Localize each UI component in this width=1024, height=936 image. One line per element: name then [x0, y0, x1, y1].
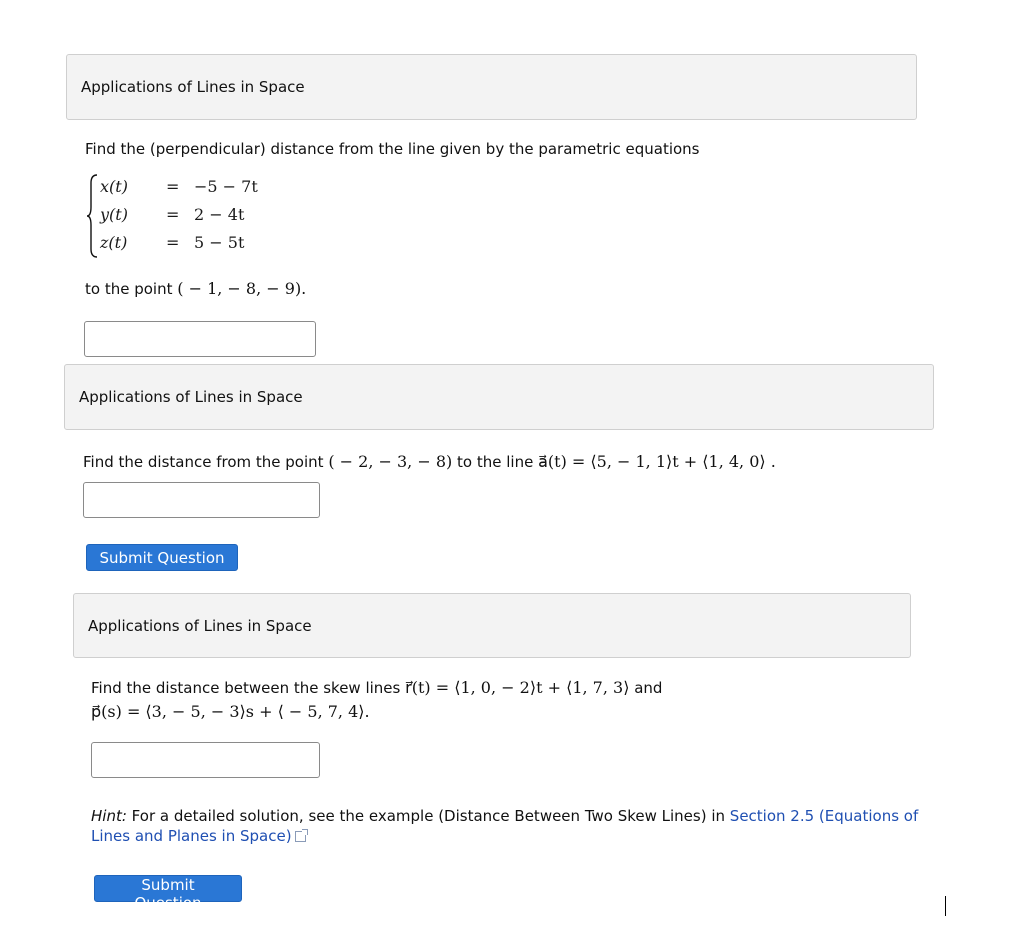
q1-equation-z [86, 233, 306, 255]
q1-eq-y-equals: = [166, 205, 180, 224]
q1-eq-x-rhs: −5 − 7t [194, 177, 258, 196]
q1-point-line [85, 279, 306, 299]
q3-answer-input[interactable] [91, 742, 320, 778]
q1-point-prefix: to the point [85, 280, 173, 298]
q2-header [64, 364, 934, 430]
q1-eq-x-equals: = [166, 177, 180, 196]
q3-header-title: Applications of Lines in Space [88, 616, 312, 635]
q1-equation-x [86, 177, 306, 199]
q3-and: and [634, 679, 663, 697]
q1-eq-z-lhs: z(t) [100, 233, 128, 252]
q2-prompt-prefix: Find the distance from the point [83, 453, 324, 471]
q3-line1-expression: r⃗(t) = ⟨1, 0, − 2⟩t + ⟨1, 7, 3⟩ [405, 678, 630, 697]
text-cursor [945, 896, 946, 916]
q1-equation-y [86, 205, 306, 227]
q3-prompt-line1 [91, 678, 662, 698]
q1-eq-y-lhs: y(t) [100, 205, 128, 224]
q3-hint-text: For a detailed solution, see the example (Distance Between Two Skew Lines) in [131, 807, 726, 825]
q3-prompt-prefix: Find the distance between the skew lines [91, 679, 401, 697]
external-link-icon[interactable] [295, 831, 306, 842]
q3-prompt-line2 [91, 702, 370, 722]
q3-hint-line2 [91, 826, 306, 846]
q2-submit-button[interactable]: Submit Question [86, 544, 238, 571]
q1-header [66, 54, 917, 120]
q1-eq-z-rhs: 5 − 5t [194, 233, 245, 252]
q1-answer-input[interactable] [84, 321, 316, 357]
q2-line-expression: a⃗(t) = ⟨5, − 1, 1⟩t + ⟨1, 4, 0⟩ . [538, 452, 776, 471]
q3-line2-expression: p⃗(s) = ⟨3, − 5, − 3⟩s + ⟨ − 5, 7, 4⟩. [91, 702, 370, 721]
q1-header-title: Applications of Lines in Space [81, 78, 305, 96]
q3-header [73, 593, 911, 658]
q2-header-title: Applications of Lines in Space [79, 388, 303, 406]
q3-hint-link-part1[interactable]: Section 2.5 (Equations of [729, 807, 919, 825]
q1-equation-system [86, 173, 306, 259]
q1-eq-y-rhs: 2 − 4t [194, 205, 245, 224]
q3-hint-line1 [91, 806, 918, 826]
q3-hint-label: Hint: [91, 807, 127, 825]
q1-eq-x-lhs: x(t) [100, 177, 128, 196]
q2-prompt-mid: to the line [457, 453, 534, 471]
q3-submit-button[interactable]: Submit Question [94, 875, 242, 902]
q2-prompt [83, 452, 776, 472]
q1-eq-z-equals: = [166, 233, 180, 252]
q2-point: ( − 2, − 3, − 8) [328, 452, 453, 471]
q1-point: ( − 1, − 8, − 9). [177, 279, 307, 298]
q3-hint-link-part2[interactable]: Lines and Planes in Space) [91, 827, 292, 845]
q2-answer-input[interactable] [83, 482, 320, 518]
q1-prompt: Find the (perpendicular) distance from the line given by the parametric equations [85, 140, 700, 158]
